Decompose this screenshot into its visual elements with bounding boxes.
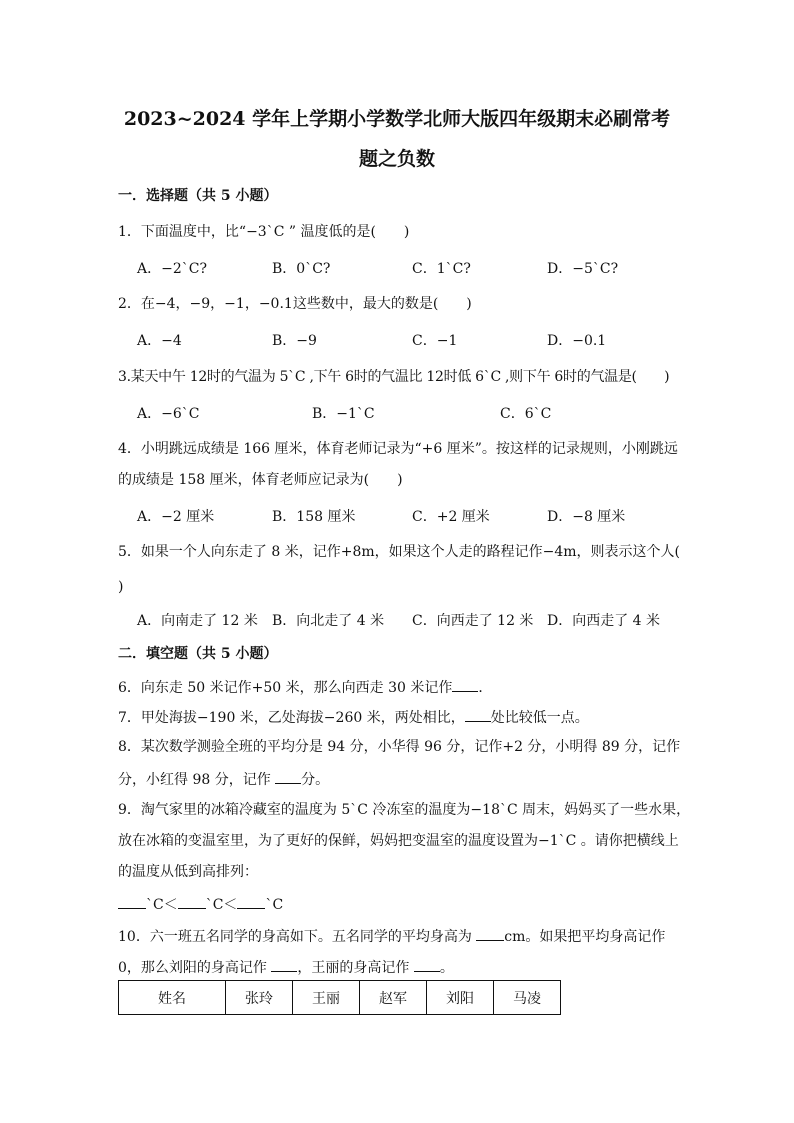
answer-blank[interactable] [465, 707, 491, 722]
table-header-cell: 姓名 [119, 981, 226, 1015]
question-4-option-b: B．158 厘米 [272, 509, 356, 525]
question-7-text: 7．甲处海拔−190 米，乙处海拔−260 米，两处相比， [118, 710, 465, 726]
question-1-stem: 1．下面温度中，比“−3ˋC ” 温度低的是( ) [118, 224, 410, 240]
sequence-unit-3: ˋC [265, 897, 284, 913]
question-2-option-b: B．−9 [272, 333, 317, 349]
answer-blank[interactable] [118, 894, 146, 909]
question-4-option-a: A．−2 厘米 [137, 509, 215, 525]
page-title-line2: 题之负数 [358, 148, 435, 170]
section-heading-fill: 二．填空题（共 5 小题） [118, 646, 278, 662]
question-6-text: 6．向东走 50 米记作+50 米，那么向西走 30 米记作 [118, 680, 453, 696]
question-3-stem: 3.某天中午 12时的气温为 5ˋC ,下午 6时的气温比 12时低 6ˋC ,则下午 6时的气温是( ) [118, 369, 670, 385]
answer-blank[interactable] [275, 769, 301, 784]
sequence-unit-1: ˋC＜ [146, 897, 178, 913]
question-3-option-c: C．6ˋC [500, 406, 552, 422]
question-2-stem: 2．在−4，−9，−1，−0.1这些数中，最大的数是( ) [118, 296, 472, 312]
question-1-option-b: B．0ˋC? [272, 261, 331, 277]
question-7 [118, 707, 589, 727]
question-4-option-d: D．−8 厘米 [547, 509, 626, 525]
height-table [118, 980, 561, 1015]
question-10-text: 10．六一班五名同学的身高如下。五名同学的平均身高为 [118, 929, 477, 945]
question-4-stem-line2: 的成绩是 158 厘米，体育老师应记录为( ) [118, 472, 403, 488]
question-3-option-b: B．−1ˋC [312, 406, 375, 422]
table-row [119, 981, 561, 1015]
page-title-line1: 2023~2024 学年上学期小学数学北师大版四年级期末必刷常考 [123, 108, 671, 130]
question-5-option-d: D．向西走了 4 米 [547, 613, 661, 629]
question-5-option-a: A．向南走了 12 米 [137, 613, 258, 629]
question-2-option-c: C．−1 [412, 333, 458, 349]
question-6-end: ． [478, 680, 493, 696]
question-10-text-c: 。 [439, 960, 454, 976]
table-header-cell: 赵军 [360, 981, 427, 1015]
answer-blank[interactable] [476, 926, 504, 941]
answer-blank[interactable] [237, 894, 265, 909]
question-7-end: 处比较低一点。 [490, 710, 589, 726]
question-8-line2 [118, 769, 329, 789]
question-8-text: 分，小红得 98 分，记作 [118, 772, 276, 788]
question-10-line1 [118, 926, 665, 946]
table-header-cell: 王丽 [293, 981, 360, 1015]
question-5-option-b: B．向北走了 4 米 [272, 613, 385, 629]
question-4-option-c: C．+2 厘米 [412, 509, 490, 525]
table-header-cell: 马凌 [494, 981, 561, 1015]
question-9-line3: 的温度从低到高排列： [118, 864, 258, 880]
table-header-cell: 张玲 [226, 981, 293, 1015]
question-9-line1: 9．淘气家里的冰箱冷藏室的温度为 5ˋC 冷冻室的温度为−18ˋC 周末，妈妈买了一些水果， [118, 802, 691, 818]
answer-blank[interactable] [414, 957, 440, 972]
question-9-line2: 放在冰箱的变温室里，为了更好的保鲜，妈妈把变温室的温度设置为−1ˋC 。请你把横线上 [118, 833, 679, 849]
question-4-stem-line1: 4．小明跳远成绩是 166 厘米，体育老师记录为“+6 厘米”。按这样的记录规则，小刚跳远 [118, 441, 678, 457]
question-10-text-a: 0，那么刘阳的身高记作 [118, 960, 272, 976]
question-9-answer-sequence [118, 894, 283, 914]
question-2-option-a: A．−4 [137, 333, 182, 349]
question-1-option-a: A．−2ˋC? [137, 261, 207, 277]
question-1-option-d: D．−5ˋC? [547, 261, 619, 277]
question-5-option-c: C．向西走了 12 米 [412, 613, 534, 629]
question-3-option-a: A．−6ˋC [137, 406, 200, 422]
section-heading-choice: 一．选择题（共 5 小题） [118, 188, 278, 204]
answer-blank[interactable] [271, 957, 297, 972]
question-10-unit: cm。如果把平均身高记作 [504, 929, 666, 945]
question-5-stem-line2: ) [118, 579, 124, 595]
question-10-text-b: ，王丽的身高记作 [297, 960, 414, 976]
question-8-line1: 8．某次数学测验全班的平均分是 94 分，小华得 96 分，记作+2 分，小明得 89 分，记作 [118, 739, 681, 755]
sequence-unit-2: ˋC＜ [205, 897, 238, 913]
question-6 [118, 677, 492, 697]
table-header-cell: 刘阳 [427, 981, 494, 1015]
question-10-line2 [118, 957, 454, 977]
question-2-option-d: D．−0.1 [547, 333, 607, 349]
question-1-option-c: C．1ˋC? [412, 261, 471, 277]
answer-blank[interactable] [178, 894, 206, 909]
answer-blank[interactable] [452, 677, 478, 692]
question-8-end: 分。 [301, 772, 330, 788]
question-5-stem-line1: 5．如果一个人向东走了 8 米，记作+8m，如果这个人走的路程记作−4m，则表示这个人( [118, 544, 681, 560]
